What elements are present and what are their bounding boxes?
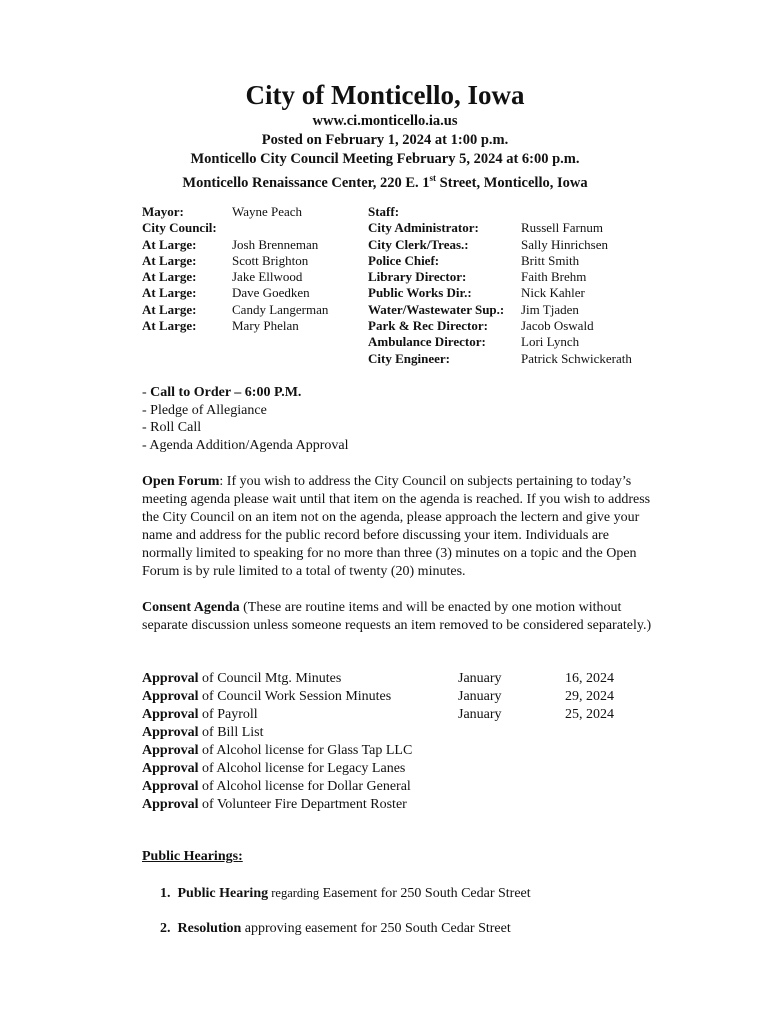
approval-list [142,670,614,814]
council-row: At Large: Jake Ellwood [142,269,303,285]
open-forum-label: Open Forum [142,474,220,489]
public-hearings-heading: Public Hearings: [142,849,243,864]
council-list [142,204,328,334]
agenda-approval-item: - Agenda Addition/Agenda Approval [142,438,349,454]
consent-agenda-paragraph [142,599,652,635]
website-link[interactable]: www.ci.monticello.ia.us [312,113,458,129]
staff-row: Water/Wastewater Sup.: Jim Tjaden [368,301,579,317]
approval-item: Approval of Bill List [142,725,264,740]
approval-item: Approval of Volunteer Fire Department Roster [142,797,407,812]
council-row: Mayor: Wayne Peach [142,204,303,219]
staff-row: Staff: [368,204,400,219]
consent-agenda-label: Consent Agenda [142,600,240,615]
page-title: City of Monticello, Iowa [245,80,525,110]
pledge-item: - Pledge of Allegiance [142,402,267,418]
staff-row: City Clerk/Treas.: Sally Hinrichsen [368,236,609,252]
open-forum-paragraph [142,473,652,580]
consent-agenda-text: (These are routine items and will be enacted by one motion without separate discussion unless someone requests an item removed to be considered separately.) [142,600,652,633]
council-row: At Large: Josh Brenneman [142,236,319,252]
council-row: At Large: Candy Langerman [142,301,329,317]
meeting-line: Monticello City Council Meeting February 5, 2024 at 6:00 p.m. [190,151,580,167]
approval-item: Approval of Alcohol license for Glass Tap LLC [142,743,413,758]
roll-call-item: - Roll Call [142,420,202,436]
staff-row: City Administrator: Russell Farnum [368,220,603,236]
staff-row: Public Works Dir.: Nick Kahler [368,285,585,301]
staff-row: City Engineer: Patrick Schwickerath [368,350,632,366]
posted-line: Posted on February 1, 2024 at 1:00 p.m. [261,132,509,148]
document-header [0,78,770,193]
approval-item: Approval of Alcohol license for Legacy Lanes [142,761,406,776]
open-forum-text: : If you wish to address the City Council on subjects pertaining to today’s meeting agenda please wait until that item on the agenda is reached. If you wish to address the City Council on an item not on the agenda, please approach the lectern and give your name and address for the public record before discussing your item. Individuals are normally limited to speaking for no more than three (3) minutes on a topic and the Open Forum is by rule limited to a total of twenty (20) minutes. [142,474,651,579]
staff-row: Police Chief: Britt Smith [368,252,580,268]
resolution-item: 2. Resolution approving easement for 250 South Cedar Street [160,921,511,936]
council-row: At Large: Dave Goedken [142,285,310,301]
staff-list [368,204,632,367]
public-hearing-item: 1. Public Hearing regarding Easement for 250 South Cedar Street [160,886,531,901]
staff-row: Library Director: Faith Brehm [368,269,587,285]
approval-item: Approval of Council Work Session Minutes January 29, 2024 [142,689,614,704]
council-row: At Large: Scott Brighton [142,252,309,268]
call-to-order: - Call to Order – 6:00 P.M. [142,385,302,400]
council-row: City Council: [142,220,217,236]
staff-row: Ambulance Director: Lori Lynch [368,334,580,350]
council-row: At Large: Mary Phelan [142,318,299,334]
location-line: Monticello Renaissance Center, 220 E. 1st Street, Monticello, Iowa [182,173,588,191]
order-of-business [142,384,348,455]
staff-row: Park & Rec Director: Jacob Oswald [368,318,594,334]
approval-item: Approval of Council Mtg. Minutes January 16, 2024 [142,671,614,686]
approval-item: Approval of Payroll January 25, 2024 [142,707,614,722]
approval-item: Approval of Alcohol license for Dollar General [142,779,411,794]
